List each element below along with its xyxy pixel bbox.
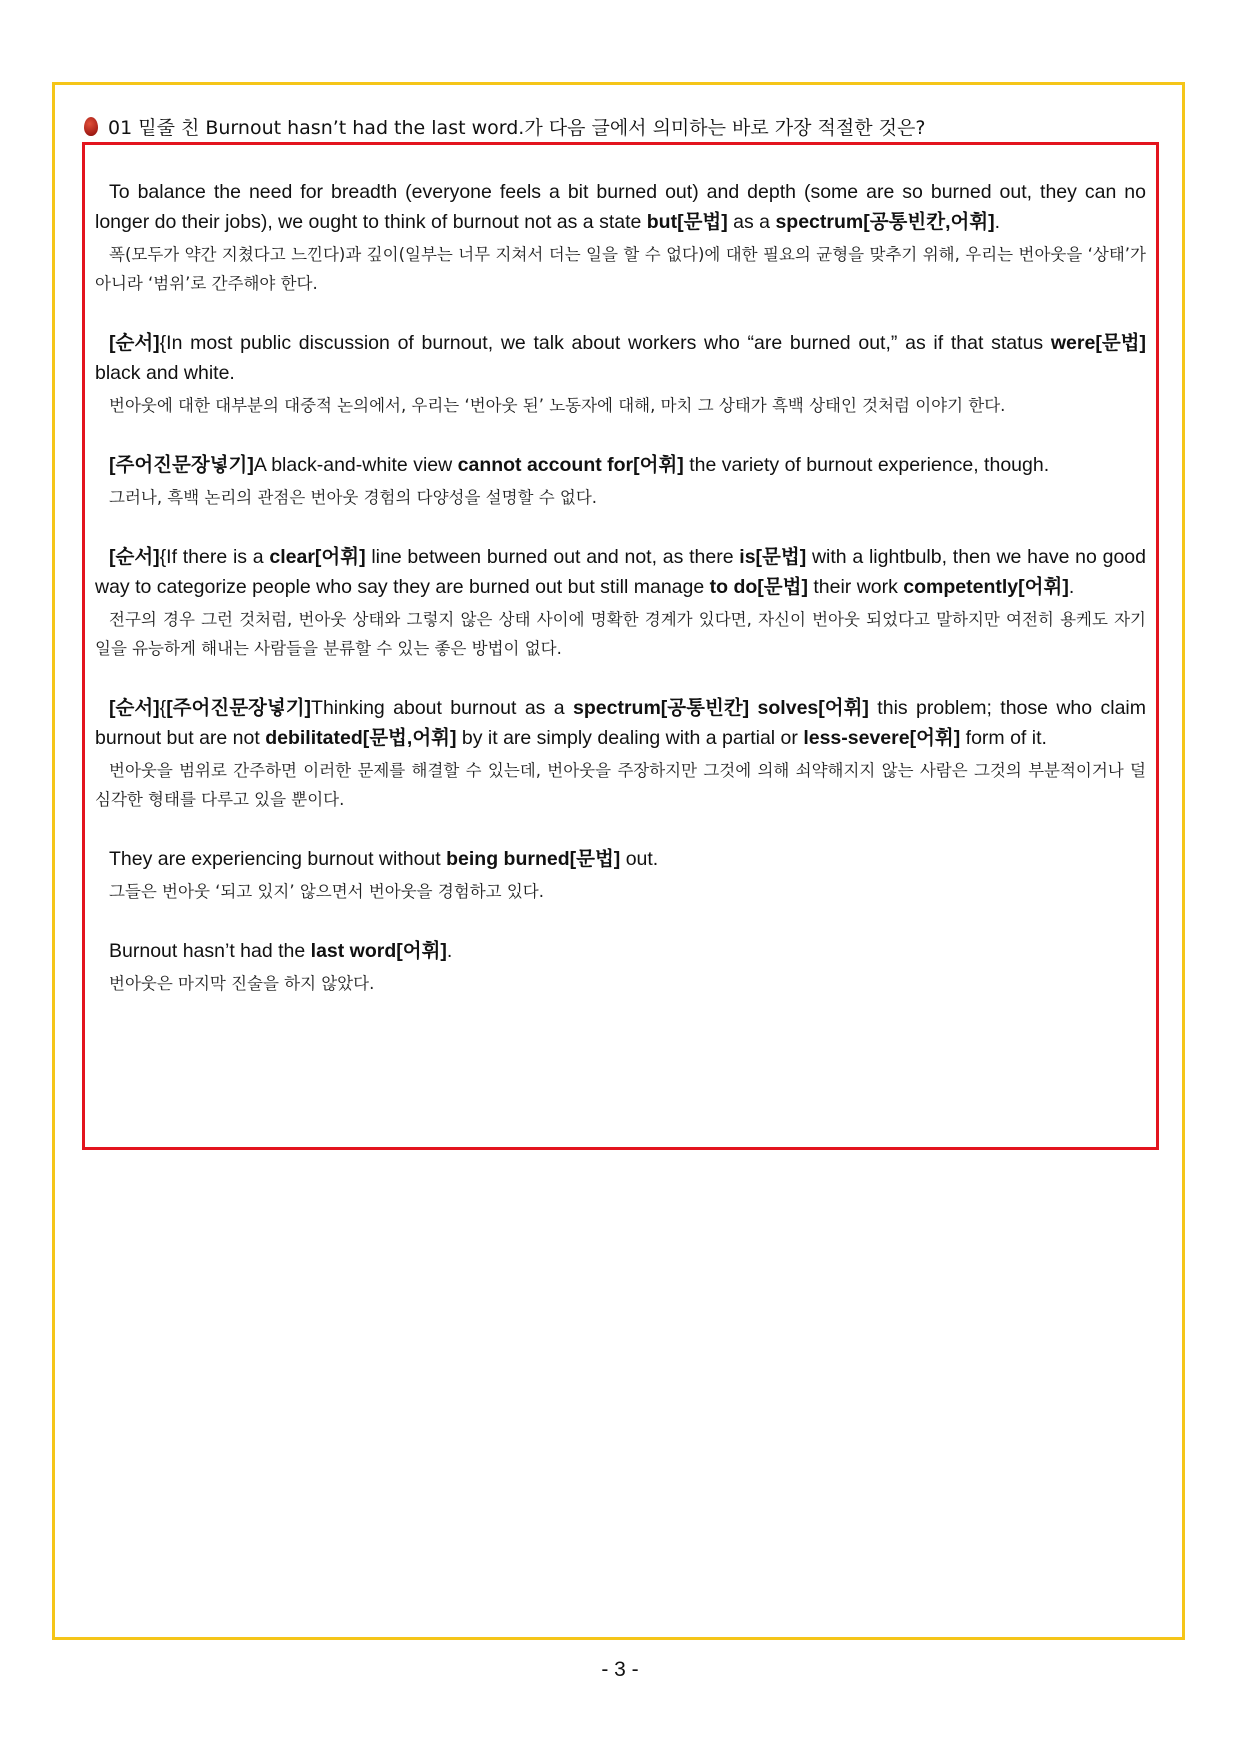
annotated-keyword: spectrum[공통빈칸] [573, 697, 750, 719]
annotated-keyword: were[문법] [1050, 332, 1146, 354]
annotated-keyword: last word[어휘] [310, 940, 447, 962]
annotated-keyword: [순서] [109, 332, 160, 354]
annotated-keyword: [주어진문장넣기] [166, 697, 312, 719]
passage-paragraph [95, 328, 1146, 420]
sentence-text: {In most public discussion of burnout, we talk about workers who “are burned out,” as if that status [159, 332, 1051, 354]
english-sentence [95, 844, 1146, 874]
passage-paragraph [95, 936, 1146, 998]
sentence-text: form of it. [960, 727, 1047, 749]
annotated-keyword: [주어진문장넣기] [109, 454, 254, 476]
sentence-text: Thinking about burnout as a [311, 697, 574, 719]
passage-paragraph [95, 693, 1146, 814]
english-sentence [95, 936, 1146, 966]
sentence-text: as a [727, 211, 776, 233]
english-sentence [95, 542, 1146, 602]
sentence-text: . [446, 940, 453, 962]
sentence-text: with a lightbulb, then we have no good way to categorize people who say they are burned out but still manage [95, 546, 1146, 598]
annotated-keyword: competently[어휘] [903, 576, 1069, 598]
english-sentence [95, 450, 1146, 480]
sentence-text: out. [620, 848, 659, 870]
annotated-keyword: to do[문법] [709, 576, 808, 598]
korean-translation: 번아웃은 마지막 진술을 하지 않았다. [109, 974, 375, 993]
korean-translation: 그러나, 흑백 논리의 관점은 번아웃 경험의 다양성을 설명할 수 없다. [109, 488, 598, 507]
annotated-keyword: [순서] [109, 697, 160, 719]
passage-paragraph [95, 542, 1146, 663]
annotated-keyword: [순서] [109, 546, 160, 568]
sentence-text: by it are simply dealing with a partial or [456, 727, 804, 749]
annotated-keyword: spectrum[공통빈칸,어휘] [775, 211, 995, 233]
sentence-text: A black-and-white view [253, 454, 458, 476]
sentence-text: this problem; those who claim burnout but are not [95, 697, 1147, 749]
sentence-text: {If there is a [159, 546, 270, 568]
passage-paragraph [95, 177, 1146, 298]
korean-translation: 전구의 경우 그런 것처럼, 번아웃 상태와 그렇지 않은 상태 사이에 명확한 경계가 있다면, 자신이 번아웃 되었다고 말하지만 여전히 용케도 자기 일을 유능하게 해내는 사람들을 분류할 수 있는 좋은 방법이 없다. [95, 610, 1146, 658]
korean-translation: 번아웃을 범위로 간주하면 이러한 문제를 해결할 수 있는데, 번아웃을 주장하지만 그것에 의해 쇠약해지지 않는 사람은 그것의 부분적이거나 덜 심각한 형태를 다루고 있을 뿐이다. [95, 761, 1146, 809]
english-sentence [95, 693, 1146, 753]
english-sentence [95, 328, 1146, 388]
sentence-text: . [994, 211, 1001, 233]
annotated-keyword: debilitated[문법,어휘] [265, 727, 457, 749]
passage-box [82, 142, 1159, 1150]
sentence-text: the variety of burnout experience, though. [683, 454, 1050, 476]
sentence-text: their work [807, 576, 904, 598]
korean-translation: 폭(모두가 약간 지쳤다고 느낀다)과 깊이(일부는 너무 지쳐서 더는 일을 할 수 없다)에 대한 필요의 균형을 맞추기 위해, 우리는 번아웃을 ‘상태’가 아니라 ‘범위’로 간주해야 한다. [95, 245, 1146, 293]
sentence-text: black and white. [95, 362, 235, 384]
page-number: - 3 - [601, 1658, 639, 1681]
strawberry-bullet-icon [84, 117, 98, 136]
korean-translation: 그들은 번아웃 ‘되고 있지’ 않으면서 번아웃을 경험하고 있다. [109, 882, 544, 901]
sentence-text: { [159, 697, 167, 719]
passage-paragraph [95, 844, 1146, 906]
annotated-keyword: but[문법] [646, 211, 728, 233]
korean-translation: 번아웃에 대한 대부분의 대중적 논의에서, 우리는 ‘번아웃 된’ 노동자에 대해, 마치 그 상태가 흑백 상태인 것처럼 이야기 한다. [109, 396, 1006, 415]
annotated-keyword: clear[어휘] [269, 546, 366, 568]
sentence-text: Burnout hasn’t had the [109, 940, 311, 962]
english-sentence [95, 177, 1146, 237]
annotated-keyword: is[문법] [739, 546, 807, 568]
sentence-text: To balance the need for breadth (everyone feels a bit burned out) and depth (some are so burned out, they can no longer do their jobs), we ought to think of burnout not as a state [95, 181, 1146, 233]
sentence-text [749, 697, 757, 719]
annotated-keyword: being burned[문법] [446, 848, 621, 870]
annotated-keyword: less-severe[어휘] [803, 727, 961, 749]
question-header [84, 112, 1164, 140]
sentence-text: line between burned out and not, as there [365, 546, 740, 568]
annotated-keyword: cannot account for[어휘] [457, 454, 684, 476]
passage-paragraph [95, 450, 1146, 512]
sentence-text: . [1068, 576, 1075, 598]
question-text: 01 밑줄 친 Burnout hasn’t had the last word.가 다음 글에서 의미하는 바로 가장 적절한 것은? [108, 116, 926, 139]
sentence-text: They are experiencing burnout without [109, 848, 447, 870]
annotated-keyword: solves[어휘] [757, 697, 869, 719]
